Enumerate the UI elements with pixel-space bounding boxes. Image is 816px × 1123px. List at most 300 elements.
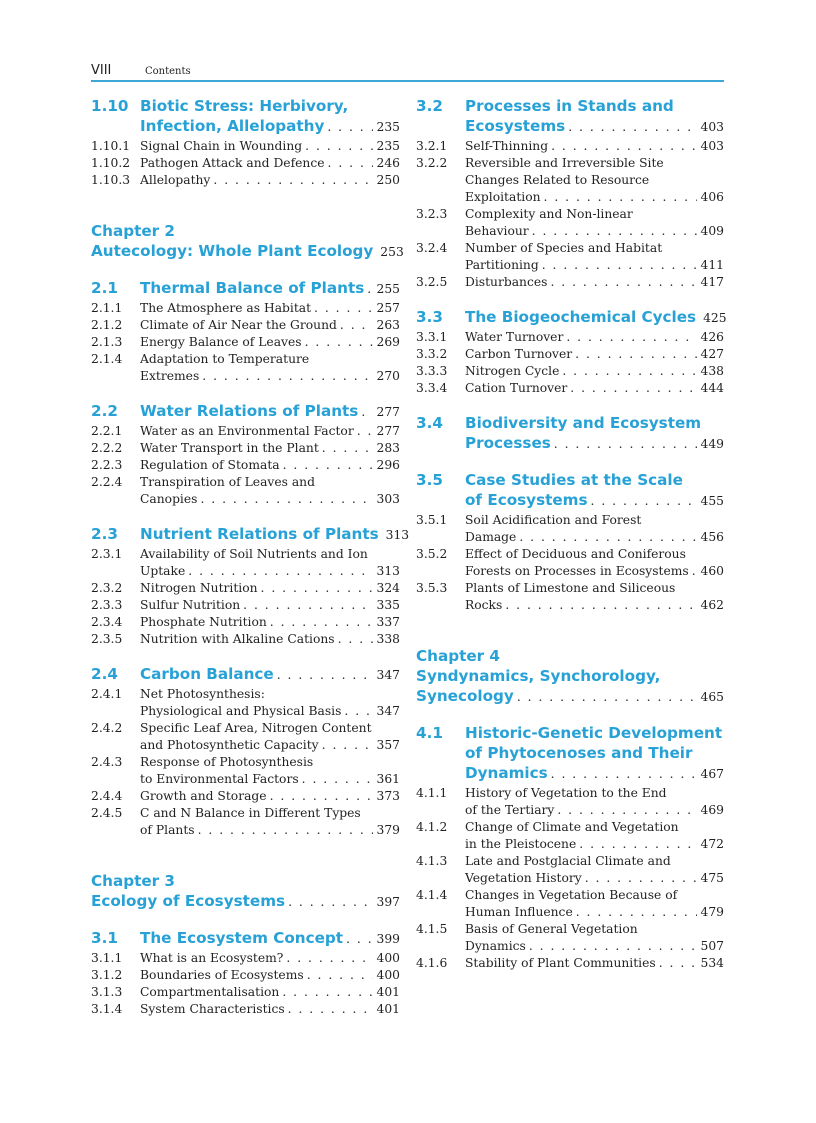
entry-title-last-line (140, 278, 400, 299)
page-ref: 324 (376, 581, 400, 595)
dot-leader (202, 368, 372, 385)
entry-number: 2.3.3 (91, 598, 123, 612)
page-ref: 467 (700, 767, 724, 781)
toc-section-entry[interactable] (91, 96, 400, 137)
page-ref: 465 (700, 690, 724, 704)
entry-number: 2.2.1 (91, 424, 123, 438)
entry-title-last-line (465, 597, 724, 614)
entry-title (465, 955, 724, 972)
toc-section-entry[interactable] (91, 278, 400, 299)
page-ref: 255 (376, 282, 400, 296)
dot-leader (367, 279, 372, 299)
entry-title-text: Carbon Balance (140, 665, 274, 683)
dot-leader (338, 631, 373, 648)
toc-subsection-entry[interactable] (416, 785, 724, 819)
dot-leader (562, 363, 696, 380)
entry-number: 4.1.1 (416, 786, 448, 800)
toc-subsection-entry[interactable] (416, 240, 724, 274)
page-ref: 347 (376, 668, 400, 682)
toc-subsection-entry[interactable] (91, 614, 400, 631)
entry-title (140, 597, 400, 614)
entry-title-last-line (140, 116, 400, 137)
entry-number: 4.1.2 (416, 820, 448, 834)
toc-subsection-entry[interactable] (91, 351, 400, 385)
page-ref: 406 (700, 190, 724, 204)
entry-number: 3.3.1 (416, 330, 448, 344)
entry-title-text: Disturbances (465, 275, 548, 289)
toc-chapter-entry[interactable] (416, 646, 724, 707)
dot-leader (544, 189, 697, 206)
entry-title-text: and Photosynthetic Capacity (140, 738, 319, 752)
dot-leader (591, 491, 697, 511)
entry-number: 3.1.2 (91, 968, 123, 982)
entry-title-last-line (465, 870, 724, 887)
entry-title-text: System Characteristics (140, 1002, 285, 1016)
entry-title-last-line (140, 491, 400, 508)
entry-title-text: Nitrogen Nutrition (140, 581, 258, 595)
entry-title-last-line (140, 664, 400, 685)
entry-title-text: Compartmentalisation (140, 985, 280, 999)
toc-section-entry[interactable] (91, 664, 400, 685)
page-ref: 426 (700, 330, 724, 344)
entry-title-text: Sulfur Nutrition (140, 598, 241, 612)
entry-number: 3.4 (416, 414, 443, 432)
entry-title-last-line (465, 363, 724, 380)
entry-title-text: Processes (465, 434, 551, 452)
entry-title (140, 423, 400, 440)
entry-title-last-line (140, 1001, 400, 1018)
dot-leader (277, 665, 373, 685)
toc-chapter-entry[interactable] (91, 221, 404, 262)
toc-subsection-entry[interactable] (416, 329, 724, 346)
entry-title-last-line (140, 580, 400, 597)
toc-section-entry[interactable] (416, 723, 724, 784)
page-ref: 337 (376, 615, 400, 629)
entry-number: 3.2.5 (416, 275, 448, 289)
entry-title (465, 206, 724, 240)
dot-leader (568, 117, 696, 137)
dot-leader (532, 223, 697, 240)
entry-title-last-line (140, 771, 400, 788)
entry-title (465, 785, 724, 819)
entry-title-text: in the Pleistocene (465, 837, 577, 851)
entry-title-text: Extremes (140, 369, 200, 383)
entry-title (140, 138, 400, 155)
toc-subsection-entry[interactable] (91, 138, 400, 155)
toc-subsection-entry[interactable] (416, 887, 724, 921)
toc-subsection-entry[interactable] (91, 686, 400, 720)
entry-number: 2.1 (91, 279, 118, 297)
page-ref: 263 (376, 318, 400, 332)
entry-title (465, 363, 724, 380)
entry-number: 2.1.3 (91, 335, 123, 349)
toc-subsection-entry[interactable] (416, 363, 724, 380)
entry-title-last-line (140, 423, 400, 440)
toc-subsection-entry[interactable] (91, 474, 400, 508)
entry-title-line: Number of Species and Habitat (465, 241, 663, 255)
entry-title (140, 950, 400, 967)
entry-title-text: Carbon Turnover (465, 347, 573, 361)
toc-section-entry[interactable] (416, 307, 727, 328)
toc-subsection-entry[interactable] (416, 138, 724, 155)
page-ref: 403 (700, 120, 724, 134)
entry-title (465, 887, 724, 921)
dot-leader (188, 563, 372, 580)
entry-title-line: Effect of Deciduous and Coniferous (465, 547, 686, 561)
chapter-title (91, 871, 400, 912)
toc-subsection-entry[interactable] (91, 720, 400, 754)
entry-title-line: Late and Postglacial Climate and (465, 854, 671, 868)
toc-subsection-entry[interactable] (91, 300, 400, 317)
dot-leader (357, 423, 373, 440)
entry-title (140, 440, 400, 457)
dot-leader (529, 938, 697, 955)
entry-title-text: The Biogeochemical Cycles (465, 308, 697, 326)
page-ref: 373 (376, 789, 400, 803)
toc-section-entry[interactable] (91, 524, 410, 545)
dot-leader (570, 380, 696, 397)
entry-title-text: Water Transport in the Plant (140, 441, 319, 455)
toc-subsection-entry[interactable] (91, 172, 400, 189)
toc-subsection-entry[interactable] (416, 346, 724, 363)
dot-leader (519, 529, 696, 546)
entry-number: 2.2.4 (91, 475, 123, 489)
dot-leader (328, 155, 373, 172)
toc-subsection-entry[interactable] (91, 457, 400, 474)
toc-subsection-entry[interactable] (416, 155, 724, 206)
entry-title-last-line (140, 524, 410, 545)
entry-title-text: Forests on Processes in Ecosystems (465, 564, 689, 578)
entry-title-last-line (140, 597, 400, 614)
dot-leader (270, 614, 373, 631)
page-ref: 253 (380, 245, 404, 259)
entry-title-text: Vegetation History (465, 871, 582, 885)
page-ref: 357 (376, 738, 400, 752)
entry-number: 2.3.2 (91, 581, 123, 595)
entry-title-last-line (465, 529, 724, 546)
dot-leader (288, 1001, 373, 1018)
dot-leader (283, 457, 373, 474)
entry-title-last-line (140, 401, 400, 422)
page-ref: 455 (700, 494, 724, 508)
page-ref: 283 (376, 441, 400, 455)
toc-subsection-entry[interactable] (91, 631, 400, 648)
toc-subsection-entry[interactable] (91, 546, 400, 580)
entry-title (140, 686, 400, 720)
toc-subsection-entry[interactable] (91, 440, 400, 457)
toc-subsection-entry[interactable] (416, 580, 724, 614)
entry-title-last-line (140, 737, 400, 754)
page-ref: 427 (700, 347, 724, 361)
entry-number: 3.2.3 (416, 207, 448, 221)
toc-subsection-entry[interactable] (91, 423, 400, 440)
entry-title-line: Soil Acidification and Forest (465, 513, 642, 527)
dot-leader (322, 737, 373, 754)
entry-title-last-line (465, 836, 724, 853)
toc-subsection-entry[interactable] (416, 380, 724, 397)
toc-subsection-entry[interactable] (91, 805, 400, 839)
entry-title (465, 96, 724, 137)
entry-number: 2.2.3 (91, 458, 123, 472)
page-ref: 472 (700, 837, 724, 851)
entry-title-line: Biotic Stress: Herbivory, (140, 97, 349, 115)
entry-number: 3.2.4 (416, 241, 448, 255)
dot-leader (557, 802, 696, 819)
page-ref: 462 (700, 598, 724, 612)
toc-section-entry[interactable] (416, 96, 724, 137)
entry-number: 2.2 (91, 402, 118, 420)
toc-subsection-entry[interactable] (91, 950, 400, 967)
entry-number: 3.2 (416, 97, 443, 115)
toc-subsection-entry[interactable] (416, 512, 724, 546)
entry-title (465, 853, 724, 887)
page-ref: 250 (376, 173, 400, 187)
toc-section-entry[interactable] (91, 401, 400, 422)
toc-section-entry[interactable] (416, 470, 724, 511)
entry-title (465, 546, 724, 580)
entry-title-text: What is an Ecosystem? (140, 951, 284, 965)
entry-title-last-line (465, 904, 724, 921)
toc-subsection-entry[interactable] (416, 819, 724, 853)
entry-title-last-line (140, 317, 400, 334)
entry-number: 2.1.1 (91, 301, 123, 315)
entry-number: 3.1.4 (91, 1002, 123, 1016)
page-ref: 303 (376, 492, 400, 506)
toc-subsection-entry[interactable] (416, 921, 724, 955)
dot-leader (243, 597, 372, 614)
entry-title-line: Net Photosynthesis: (140, 687, 265, 701)
entry-title-text: of Plants (140, 823, 195, 837)
toc-subsection-entry[interactable] (416, 206, 724, 240)
entry-title (465, 413, 724, 454)
entry-title (140, 984, 400, 1001)
page-ref: 444 (700, 381, 724, 395)
page-ref: 361 (376, 772, 400, 786)
entry-title-line: Response of Photosynthesis (140, 755, 314, 769)
entry-title-line: Changes Related to Resource (465, 173, 650, 187)
entry-title-line: History of Vegetation to the End (465, 786, 667, 800)
dot-leader (566, 329, 696, 346)
entry-number: 3.2.1 (416, 139, 448, 153)
entry-title-text: Water Turnover (465, 330, 564, 344)
toc-section-entry[interactable] (91, 928, 400, 949)
entry-title-text: Thermal Balance of Plants (140, 279, 365, 297)
page-ref: 409 (700, 224, 724, 238)
entry-title-last-line (140, 172, 400, 189)
entry-title-text: of the Tertiary (465, 803, 555, 817)
toc-right-column (416, 96, 727, 972)
entry-title (140, 754, 400, 788)
dot-leader (286, 950, 372, 967)
toc-subsection-entry[interactable] (416, 955, 724, 972)
entry-title-last-line (465, 380, 724, 397)
toc-subsection-entry[interactable] (416, 274, 724, 291)
toc-subsection-entry[interactable] (416, 853, 724, 887)
dot-leader (659, 955, 697, 972)
page-ref: 277 (376, 405, 400, 419)
entry-title (465, 512, 724, 546)
entry-title (140, 1001, 400, 1018)
toc-subsection-entry[interactable] (91, 984, 400, 1001)
entry-number: 2.3.4 (91, 615, 123, 629)
entry-number: 3.5.2 (416, 547, 448, 561)
toc-subsection-entry[interactable] (91, 580, 400, 597)
dot-leader (261, 580, 373, 597)
toc-subsection-entry[interactable] (91, 155, 400, 172)
entry-number: 4.1.6 (416, 956, 448, 970)
entry-number: 1.10 (91, 97, 129, 115)
page-ref: 338 (376, 632, 400, 646)
entry-title-last-line (140, 822, 400, 839)
page-ref: 269 (376, 335, 400, 349)
toc-subsection-entry[interactable] (91, 967, 400, 984)
dot-leader (340, 317, 373, 334)
entry-number: 2.3.1 (91, 547, 123, 561)
dot-leader (517, 687, 697, 707)
entry-title-text: Regulation of Stomata (140, 458, 280, 472)
entry-title-text: of Ecosystems (465, 491, 588, 509)
toc-subsection-entry[interactable] (91, 1001, 400, 1018)
dot-leader (327, 117, 372, 137)
entry-title-last-line (465, 116, 724, 137)
entry-title-last-line (140, 457, 400, 474)
entry-number: 4.1.4 (416, 888, 448, 902)
entry-title (140, 401, 400, 422)
entry-title (465, 819, 724, 853)
entry-title (140, 474, 400, 508)
entry-title (140, 614, 400, 631)
entry-number: 3.5.3 (416, 581, 448, 595)
entry-title (140, 805, 400, 839)
page-ref: 257 (376, 301, 400, 315)
entry-title-last-line (140, 138, 400, 155)
entry-title-text: Boundaries of Ecosystems (140, 968, 304, 982)
entry-title-last-line (465, 433, 724, 454)
entry-title (140, 278, 400, 299)
toc-subsection-entry[interactable] (416, 546, 724, 580)
entry-title-text: The Ecosystem Concept (140, 929, 344, 947)
chapter-title-text: Autecology: Whole Plant Ecology (91, 242, 374, 260)
chapter-title-line: Chapter 3 (91, 872, 175, 890)
entry-title-line: Historic-Genetic Development (465, 724, 723, 742)
entry-title-line: Adaptation to Temperature (140, 352, 310, 366)
page-ref: 425 (703, 311, 727, 325)
entry-title-last-line (140, 788, 400, 805)
entry-title-text: Signal Chain in Wounding (140, 139, 303, 153)
entry-title-text: Climate of Air Near the Ground (140, 318, 337, 332)
entry-title-last-line (465, 563, 724, 580)
chapter-title-text: Synecology (416, 687, 514, 705)
entry-number: 3.1.3 (91, 985, 123, 999)
entry-title-text: Infection, Allelopathy (140, 117, 325, 135)
page-ref: 399 (376, 932, 400, 946)
entry-title (465, 138, 724, 155)
entry-title-line: Complexity and Non-linear (465, 207, 633, 221)
entry-number: 3.3 (416, 308, 443, 326)
dot-leader (585, 870, 697, 887)
page-ref: 401 (376, 1002, 400, 1016)
dot-leader (554, 434, 697, 454)
page-ref: 403 (700, 139, 724, 153)
dot-leader (305, 138, 372, 155)
toc-subsection-entry[interactable] (91, 788, 400, 805)
chapter-title-text: Ecology of Ecosystems (91, 892, 286, 910)
dot-leader (302, 771, 373, 788)
entry-title (140, 967, 400, 984)
chapter-title-line: Chapter 2 (91, 222, 175, 240)
entry-title-text: Pathogen Attack and Defence (140, 156, 325, 170)
toc-chapter-entry[interactable] (91, 871, 400, 912)
page-header (91, 62, 724, 82)
entry-number: 3.5 (416, 471, 443, 489)
page-ref: 347 (376, 704, 400, 718)
entry-number: 2.4.2 (91, 721, 123, 735)
entry-number: 3.1.1 (91, 951, 123, 965)
entry-number: 2.4.3 (91, 755, 123, 769)
page-ref: 417 (700, 275, 724, 289)
entry-title-last-line (140, 440, 400, 457)
entry-title-text: Water Relations of Plants (140, 402, 359, 420)
entry-title (465, 274, 724, 291)
entry-title-line: Reversible and Irreversible Site (465, 156, 664, 170)
entry-title-text: Dynamics (465, 764, 548, 782)
dot-leader (322, 440, 373, 457)
toc-section-entry[interactable] (416, 413, 724, 454)
entry-title (140, 96, 400, 137)
page-ref: 379 (376, 823, 400, 837)
entry-title-text: Damage (465, 530, 517, 544)
dot-leader (550, 274, 696, 291)
entry-title (140, 155, 400, 172)
entry-number: 3.3.4 (416, 381, 448, 395)
chapter-title-line: Chapter 4 (416, 647, 500, 665)
entry-number: 3.3.3 (416, 364, 448, 378)
dot-leader (551, 764, 697, 784)
entry-title (140, 334, 400, 351)
entry-title (140, 788, 400, 805)
page-number: VIII (91, 63, 112, 78)
entry-title-text: Human Influence (465, 905, 573, 919)
entry-title-line: Basis of General Vegetation (465, 922, 638, 936)
dot-leader (361, 402, 372, 422)
entry-title-line: Changes in Vegetation Because of (465, 888, 678, 902)
entry-title (140, 300, 400, 317)
entry-number: 1.10.1 (91, 139, 131, 153)
toc-subsection-entry[interactable] (91, 334, 400, 351)
toc-subsection-entry[interactable] (91, 754, 400, 788)
entry-title-last-line (465, 223, 724, 240)
entry-number: 2.1.2 (91, 318, 123, 332)
page-ref: 277 (376, 424, 400, 438)
page-ref: 235 (376, 139, 400, 153)
page-ref: 460 (700, 564, 724, 578)
entry-title (140, 720, 400, 754)
entry-title-text: Self-Thinning (465, 139, 549, 153)
entry-title (465, 346, 724, 363)
toc-subsection-entry[interactable] (91, 317, 400, 334)
entry-title (140, 664, 400, 685)
entry-title-text: Phosphate Nutrition (140, 615, 267, 629)
entry-title (140, 351, 400, 385)
entry-title (140, 928, 400, 949)
entry-number: 2.3 (91, 525, 118, 543)
toc-subsection-entry[interactable] (91, 597, 400, 614)
dot-leader (270, 788, 373, 805)
entry-title-text: Canopies (140, 492, 198, 506)
entry-title-text: to Environmental Factors (140, 772, 299, 786)
entry-title-text: Behaviour (465, 224, 529, 238)
header-rule (91, 80, 724, 82)
